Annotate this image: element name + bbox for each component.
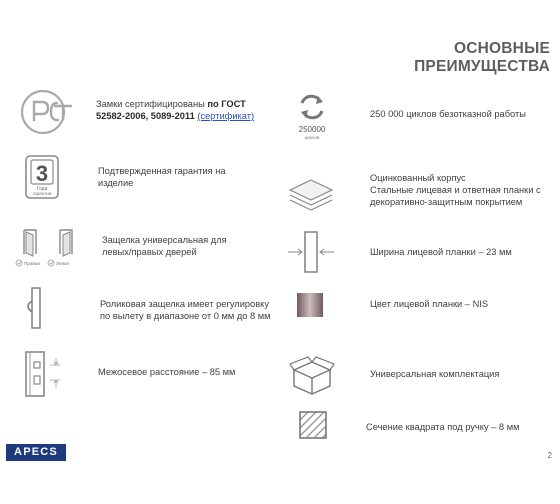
latch-line-2: левых/правых дверей — [102, 247, 197, 257]
cycles-badge-number: 250000 — [298, 125, 326, 134]
cert-text — [96, 98, 254, 122]
warranty-badge-number: 3 — [35, 161, 49, 186]
latch-line-1: Защелка универсальная для — [102, 235, 227, 245]
nis-color-swatch — [296, 292, 324, 318]
latch-text — [102, 234, 227, 258]
square-spindle-icon — [298, 410, 328, 440]
cycles-text — [370, 108, 526, 120]
cycles-250000-icon — [292, 92, 332, 142]
roller-line-1: Роликовая защелка имеет регулировку — [100, 299, 269, 309]
page-title — [414, 40, 550, 76]
warranty-3-years-icon — [25, 155, 59, 199]
layered-coating-icon — [288, 178, 334, 212]
cert-standard-1: по ГОСТ — [207, 99, 246, 109]
coating-line-2: Стальные лицевая и ответная планки с — [370, 185, 541, 195]
cycles-line-1: 250 000 циклов безотказной работы — [370, 109, 526, 119]
left-right-door-icon — [14, 226, 82, 270]
kit-text — [370, 368, 499, 380]
roller-line-2: по вылету в диапазоне от 0 мм до 8 мм — [100, 311, 271, 321]
roller-text — [100, 298, 271, 322]
left-door-tag: Левая — [56, 261, 70, 266]
right-door-tag: Правая — [24, 261, 40, 266]
warranty-badge-sub-1: Года — [36, 186, 48, 192]
package-box-icon — [290, 356, 334, 396]
kit-line-1: Универсальная комплектация — [370, 369, 500, 379]
distance-line-1: Межосевое расстояние – 85 мм — [98, 367, 236, 377]
warranty-text — [98, 165, 226, 189]
square-line-1: Сечение квадрата под ручку – 8 мм — [366, 422, 520, 432]
distance-text — [98, 366, 235, 378]
coating-text — [370, 172, 541, 208]
warranty-badge-sub-2: гарантии — [32, 191, 52, 196]
center-distance-icon — [22, 350, 70, 400]
color-text — [370, 298, 488, 310]
coating-line-3: декоративно-защитным покрытием — [370, 197, 523, 207]
title-line-1: ОСНОВНЫЕ — [453, 40, 550, 57]
square-text — [366, 421, 519, 433]
rst-certificate-icon — [18, 88, 76, 136]
coating-line-1: Оцинкованный корпус — [370, 173, 466, 183]
faceplate-width-icon — [286, 230, 336, 274]
cycles-badge-sub: циклов — [304, 135, 320, 140]
warranty-line-2: изделие — [98, 178, 134, 188]
title-line-2: ПРЕИМУЩЕСТВА — [414, 58, 550, 75]
color-line-1: Цвет лицевой планки – NIS — [370, 299, 489, 309]
cert-text-pre: Замки сертифицированы — [96, 99, 208, 109]
certificate-link[interactable]: (сертификат) — [197, 111, 255, 121]
page-number: 2 — [547, 451, 552, 460]
roller-latch-icon — [26, 286, 48, 330]
apecs-logo: APECS — [6, 444, 66, 461]
width-text — [370, 246, 512, 258]
warranty-line-1: Подтвержденная гарантия на — [98, 166, 226, 176]
cert-standard-2: 52582-2006, 5089-2011 — [96, 111, 195, 121]
width-line-1: Ширина лицевой планки – 23 мм — [370, 247, 512, 257]
